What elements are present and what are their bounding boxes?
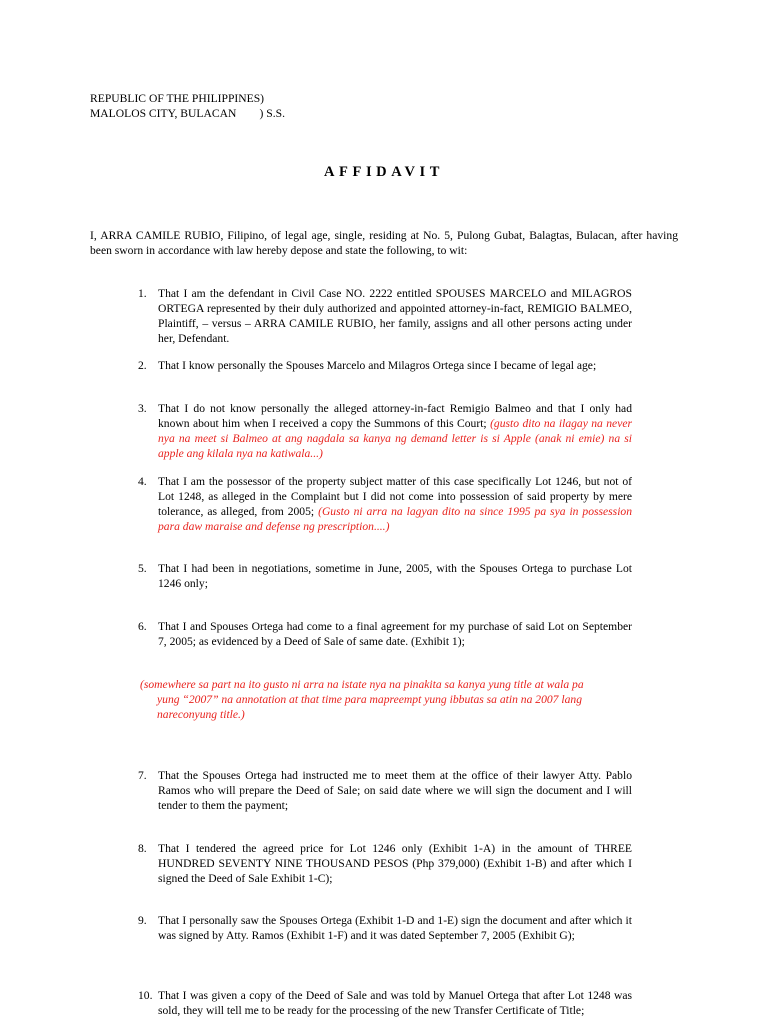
- annotation-note: (gusto dito na ilagay na never nya na meet si Balmeo at ang nagdala sa kanya ng demand letter is si Apple (anak ni emie) na si apple ang kilala nya na katiwala...): [158, 417, 632, 460]
- list-item-10: [138, 988, 632, 1018]
- item-text: That I and Spouses Ortega had come to a final agreement for my purchase of said Lot on September 7, 2005; as evidenced by a Deed of Sale of same date. (Exhibit 1);: [158, 620, 632, 648]
- item-number: 9.: [138, 914, 147, 927]
- item-text: That I tendered the agreed price for Lot 1246 only (Exhibit 1-A) in the amount of THREE HUNDRED SEVENTY NINE THOUSAND PESOS (Php 379,000) (Exhibit 1-B) and after which I signed the Deed of Sale Exhibit 1-C);: [158, 842, 632, 885]
- item-number: 3.: [138, 402, 147, 415]
- item-text: That I was given a copy of the Deed of Sale and was told by Manuel Ortega that after Lot 1248 was sold, they will tell me to be ready for the processing of the new Transfer Certificate of Title;: [158, 989, 632, 1017]
- item-number: 8.: [138, 842, 147, 855]
- item-number: 7.: [138, 769, 147, 782]
- venue-city: MALOLOS CITY, BULACAN ) S.S.: [90, 107, 285, 120]
- item-number: 1.: [138, 287, 147, 300]
- intro-paragraph: I, ARRA CAMILE RUBIO, Filipino, of legal age, single, residing at No. 5, Pulong Gubat, Balagtas, Bulacan, after having been sworn in accordance with law hereby depose and state the following, to wit:: [90, 229, 678, 257]
- item-number: 10.: [138, 989, 153, 1002]
- annotation-continuation: yung “2007” na annotation at that time para mapreempt yung ibbutas sa atin na 2007 lang nareconyung title.): [157, 693, 582, 721]
- annotation-first-line: (somewhere sa part na ito gusto ni arra na istate nya na pinakita sa kanya yung title at wala pa: [140, 678, 584, 691]
- list-item-8: [138, 841, 632, 886]
- list-item-4: [138, 474, 632, 534]
- list-item-7: [138, 768, 632, 813]
- item-text: That I know personally the Spouses Marcelo and Milagros Ortega since I became of legal age;: [158, 359, 597, 372]
- document-title: AFFIDAVIT: [323, 164, 445, 180]
- list-item-9: [138, 913, 632, 943]
- item-text: That I personally saw the Spouses Ortega (Exhibit 1-D and 1-E) sign the document and after which it was signed by Atty. Ramos (Exhibit 1-F) and it was dated September 7, 2005 (Exhibit G);: [158, 914, 632, 942]
- item-text: That I do not know personally the alleged attorney-in-fact Remigio Balmeo and that I only had known about him when I received a copy the Summons of this Court;: [158, 402, 632, 430]
- item-number: 6.: [138, 620, 147, 633]
- venue-republic: REPUBLIC OF THE PHILIPPINES): [90, 92, 265, 105]
- annotation-note: (Gusto ni arra na lagyan dito na since 1995 pa sya in possession para daw maraise and defense ng prescription....): [158, 505, 633, 533]
- list-item-2: [138, 358, 632, 373]
- item-text: That the Spouses Ortega had instructed me to meet them at the office of their lawyer Atty. Pablo Ramos who will prepare the Deed of Sale; on said date where we will sign the document and I will tender to them the payment;: [158, 769, 632, 812]
- list-item-1: [138, 286, 632, 346]
- list-item-3: [138, 401, 632, 461]
- item-text: That I had been in negotiations, sometime in June, 2005, with the Spouses Ortega to purchase Lot 1246 only;: [158, 562, 632, 590]
- list-item-5: [138, 561, 632, 591]
- venue-block: [90, 91, 285, 121]
- item-number: 2.: [138, 359, 147, 372]
- annotation-paragraph: [140, 677, 632, 722]
- item-text: That I am the possessor of the property subject matter of this case specifically Lot 1246, but not of Lot 1248, as alleged in the Complaint but I did not come into possession of said property by mere tolerance, as alleged, from 2005;: [158, 475, 632, 518]
- item-number: 4.: [138, 475, 147, 488]
- item-number: 5.: [138, 562, 147, 575]
- list-item-6: [138, 619, 632, 649]
- item-text: That I am the defendant in Civil Case NO. 2222 entitled SPOUSES MARCELO and MILAGROS ORTEGA represented by their duly authorized and appointed attorney-in-fact, REMIGIO BALMEO, Plaintiff, – versus – ARRA CAMILE RUBIO, her family, assigns and all other persons acting under her, Defendant.: [158, 287, 632, 345]
